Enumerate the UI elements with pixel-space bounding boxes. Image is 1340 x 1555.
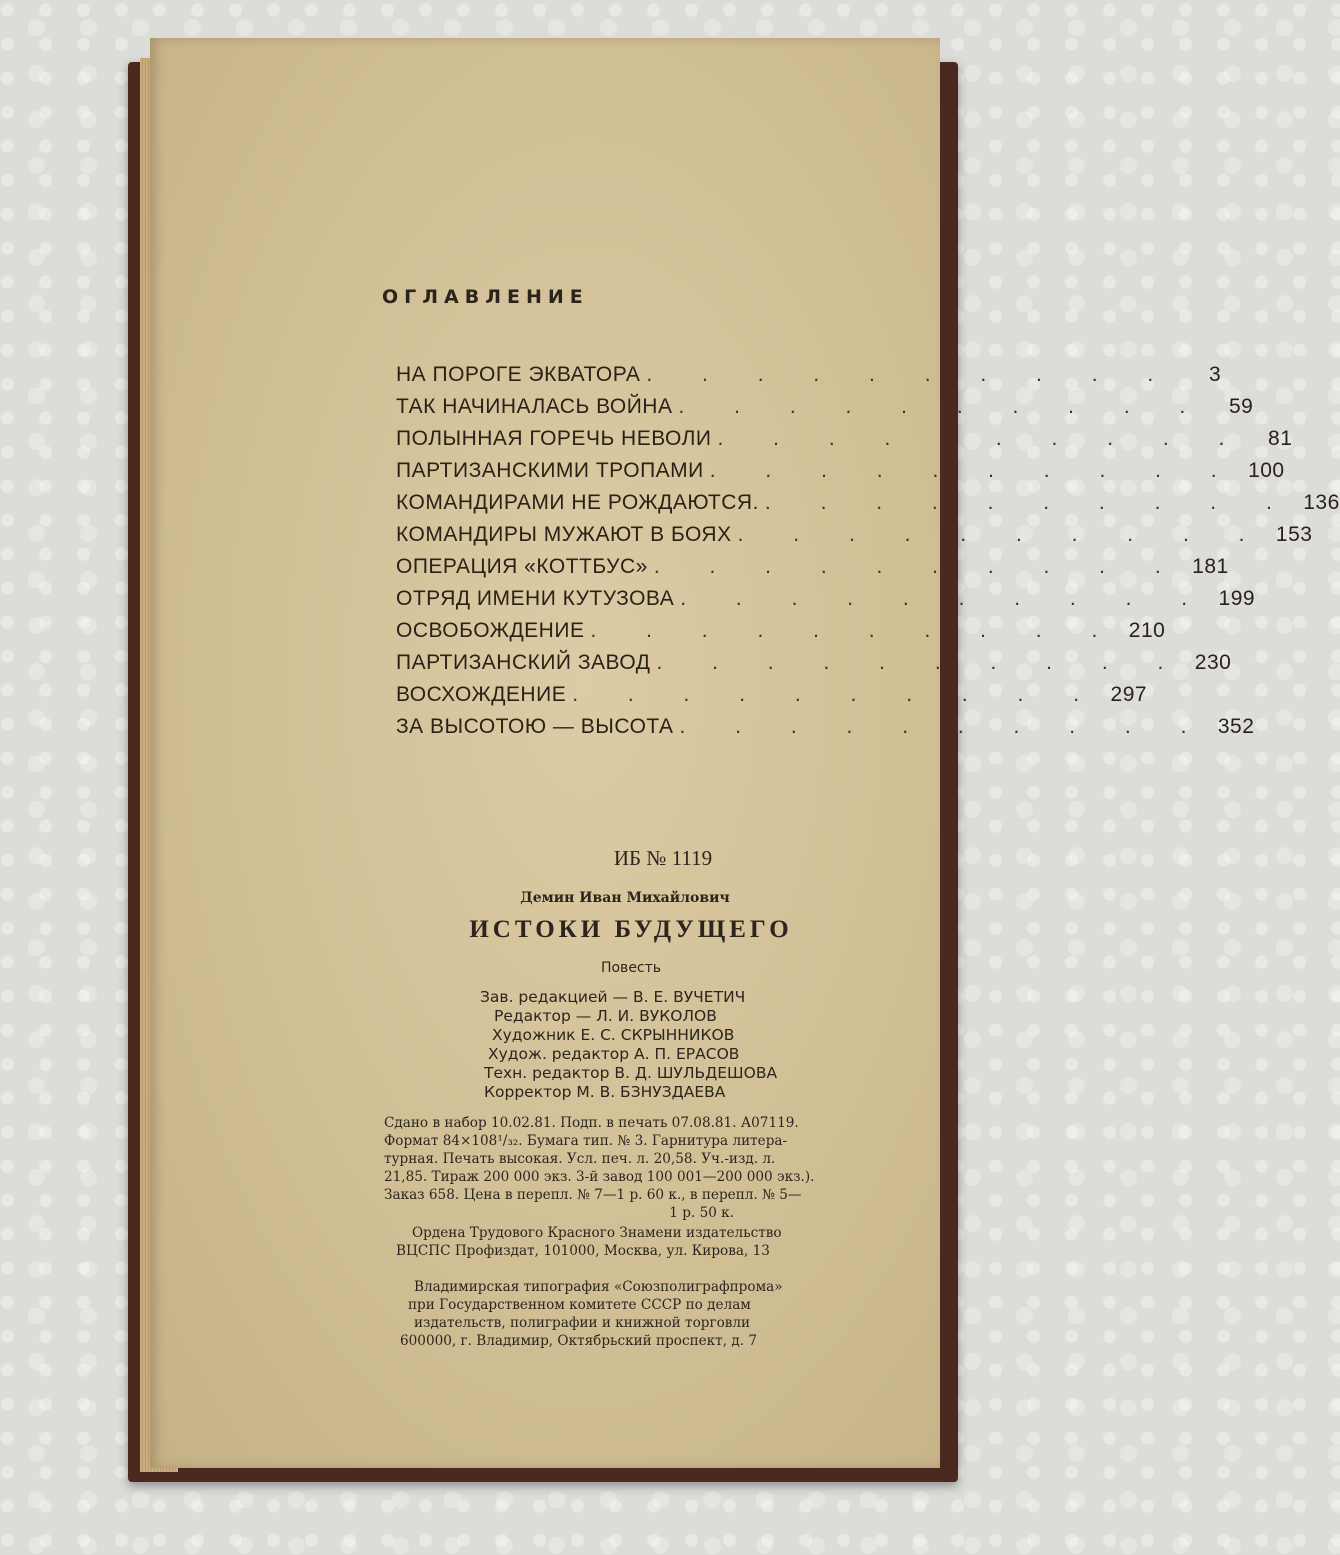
print-details xyxy=(384,1114,884,1222)
toc-entry-page: 210 xyxy=(1128,619,1166,642)
printer-line: издательств, полиграфии и книжной торговли xyxy=(414,1315,751,1331)
print-line: 21,85. Тираж 200 000 экз. 3-й завод 100 001—200 000 экз.). xyxy=(384,1169,815,1185)
print-line: 1 р. 50 к. xyxy=(669,1205,734,1221)
toc-leader-dots: . . . . . . . . . . xyxy=(646,363,1176,386)
print-line: Сдано в набор 10.02.81. Подп. в печать 07.08.81. А07119. xyxy=(384,1115,799,1131)
toc-entry xyxy=(396,427,1293,459)
toc-entry xyxy=(396,683,1148,715)
toc-leader-dots: . . . . . . . . . . xyxy=(653,555,1183,578)
print-line: Заказ 658. Цена в перепл. № 7—1 р. 60 к., в перепл. № 5— xyxy=(384,1187,802,1203)
author-name: Демин Иван Михайлович xyxy=(520,890,730,906)
toc-entry xyxy=(396,555,1229,587)
toc-entry-page: 181 xyxy=(1192,555,1229,578)
toc-entry xyxy=(396,395,1254,427)
printer-line: Владимирская типография «Союзполиграфпрома» xyxy=(414,1279,783,1295)
toc-entry xyxy=(396,491,1340,523)
toc-leader-dots: . . . . . . . . . . xyxy=(709,459,1239,482)
toc-entry-page: 352 xyxy=(1217,715,1255,738)
toc-entry-title: ВОСХОЖДЕНИЕ xyxy=(396,683,567,706)
book-page xyxy=(150,38,1340,1468)
publisher-line: Ордена Трудового Красного Знамени издательство xyxy=(412,1225,782,1241)
print-line: турная. Печать высокая. Усл. печ. л. 20,58. Уч.-изд. л. xyxy=(384,1151,776,1167)
toc-leader-dots: . . . . . . . . . . xyxy=(679,715,1209,738)
print-line: Формат 84×108¹/₃₂. Бумага тип. № 3. Гарнитура литера- xyxy=(384,1133,788,1149)
toc-entry-title: ОПЕРАЦИЯ «КОТТБУС» xyxy=(396,555,648,578)
toc-entry xyxy=(396,715,1255,747)
toc-entry-title: НА ПОРОГЕ ЭКВАТОРА xyxy=(396,363,641,386)
toc-leader-dots: . . . . . . . . . . xyxy=(572,683,1102,706)
toc-entry-title: ОТРЯД ИМЕНИ КУТУЗОВА xyxy=(396,587,675,610)
toc-leader-dots: . . . . . . . . . . xyxy=(590,619,1120,642)
toc-list xyxy=(396,363,1340,747)
toc-leader-dots: . . . . . . . . . . xyxy=(678,395,1208,418)
toc-entry-title: ТАК НАЧИНАЛАСЬ ВОЙНА xyxy=(396,395,673,418)
credit-line: Худож. редактор А. П. ЕРАСОВ xyxy=(488,1045,740,1063)
toc-entry-title: ПОЛЫННАЯ ГОРЕЧЬ НЕВОЛИ xyxy=(396,427,712,450)
toc-entry xyxy=(396,363,1222,395)
credit-line: Корректор М. В. БЗНУЗДАЕВА xyxy=(484,1083,726,1101)
publisher-info xyxy=(396,1224,912,1260)
credit-line: Техн. редактор В. Д. ШУЛЬДЕШОВА xyxy=(484,1064,778,1082)
toc-entry xyxy=(396,587,1256,619)
toc-entry-page: 81 xyxy=(1268,427,1293,450)
toc-entry-page: 199 xyxy=(1218,587,1256,610)
credit-line: Художник Е. С. СКРЫННИКОВ xyxy=(492,1026,735,1044)
toc-entry-page: 297 xyxy=(1110,683,1148,706)
toc-entry-title: ЗА ВЫСОТОЮ — ВЫСОТА xyxy=(396,715,674,738)
toc-entry xyxy=(396,459,1285,491)
toc-entry-page: 100 xyxy=(1248,459,1285,482)
credits-block xyxy=(480,988,777,1102)
credit-line: Зав. редакцией — В. Е. ВУЧЕТИЧ xyxy=(480,988,746,1006)
toc-entry xyxy=(396,651,1232,683)
credit-line: Редактор — Л. И. ВУКОЛОВ xyxy=(494,1007,717,1025)
toc-leader-dots: . . . . . . . . . . xyxy=(656,651,1186,674)
toc-entry-title: ПАРТИЗАНСКИЙ ЗАВОД xyxy=(396,651,651,674)
toc-entry-page: 153 xyxy=(1275,523,1313,546)
toc-leader-dots: . . . . . . . . . . xyxy=(737,523,1267,546)
toc-entry-page: 3 xyxy=(1209,363,1222,386)
toc-entry-page: 59 xyxy=(1228,395,1254,418)
toc-entry-title: ОСВОБОЖДЕНИЕ xyxy=(396,619,585,642)
book-title: ИСТОКИ БУДУЩЕГО xyxy=(469,916,793,943)
ib-number: ИБ № 1119 xyxy=(613,846,713,870)
toc-entry xyxy=(396,523,1313,555)
toc-leader-dots: . . . . . . . . . . xyxy=(717,427,1247,450)
printer-info xyxy=(400,1278,914,1350)
toc-entry xyxy=(396,619,1166,651)
toc-entry-page: 230 xyxy=(1194,651,1232,674)
genre-label: Повесть xyxy=(600,960,662,976)
printer-line: при Государственном комитете СССР по делам xyxy=(408,1297,751,1313)
toc-leader-dots: . . . . . . . . . . xyxy=(764,491,1294,514)
toc-leader-dots: . . . . . . . . . . xyxy=(680,587,1210,610)
printer-line: 600000, г. Владимир, Октябрьский проспект, д. 7 xyxy=(400,1333,757,1349)
toc-entry-page: 136 xyxy=(1303,491,1340,514)
toc-entry-title: КОМАНДИРАМИ НЕ РОЖДАЮТСЯ. xyxy=(396,491,759,514)
toc-entry-title: КОМАНДИРЫ МУЖАЮТ В БОЯХ xyxy=(396,523,732,546)
toc-entry-title: ПАРТИЗАНСКИМИ ТРОПАМИ xyxy=(396,459,704,482)
toc-title: ОГЛАВЛЕНИЕ xyxy=(382,286,589,308)
publisher-line: ВЦСПС Профиздат, 101000, Москва, ул. Кирова, 13 xyxy=(396,1243,770,1259)
